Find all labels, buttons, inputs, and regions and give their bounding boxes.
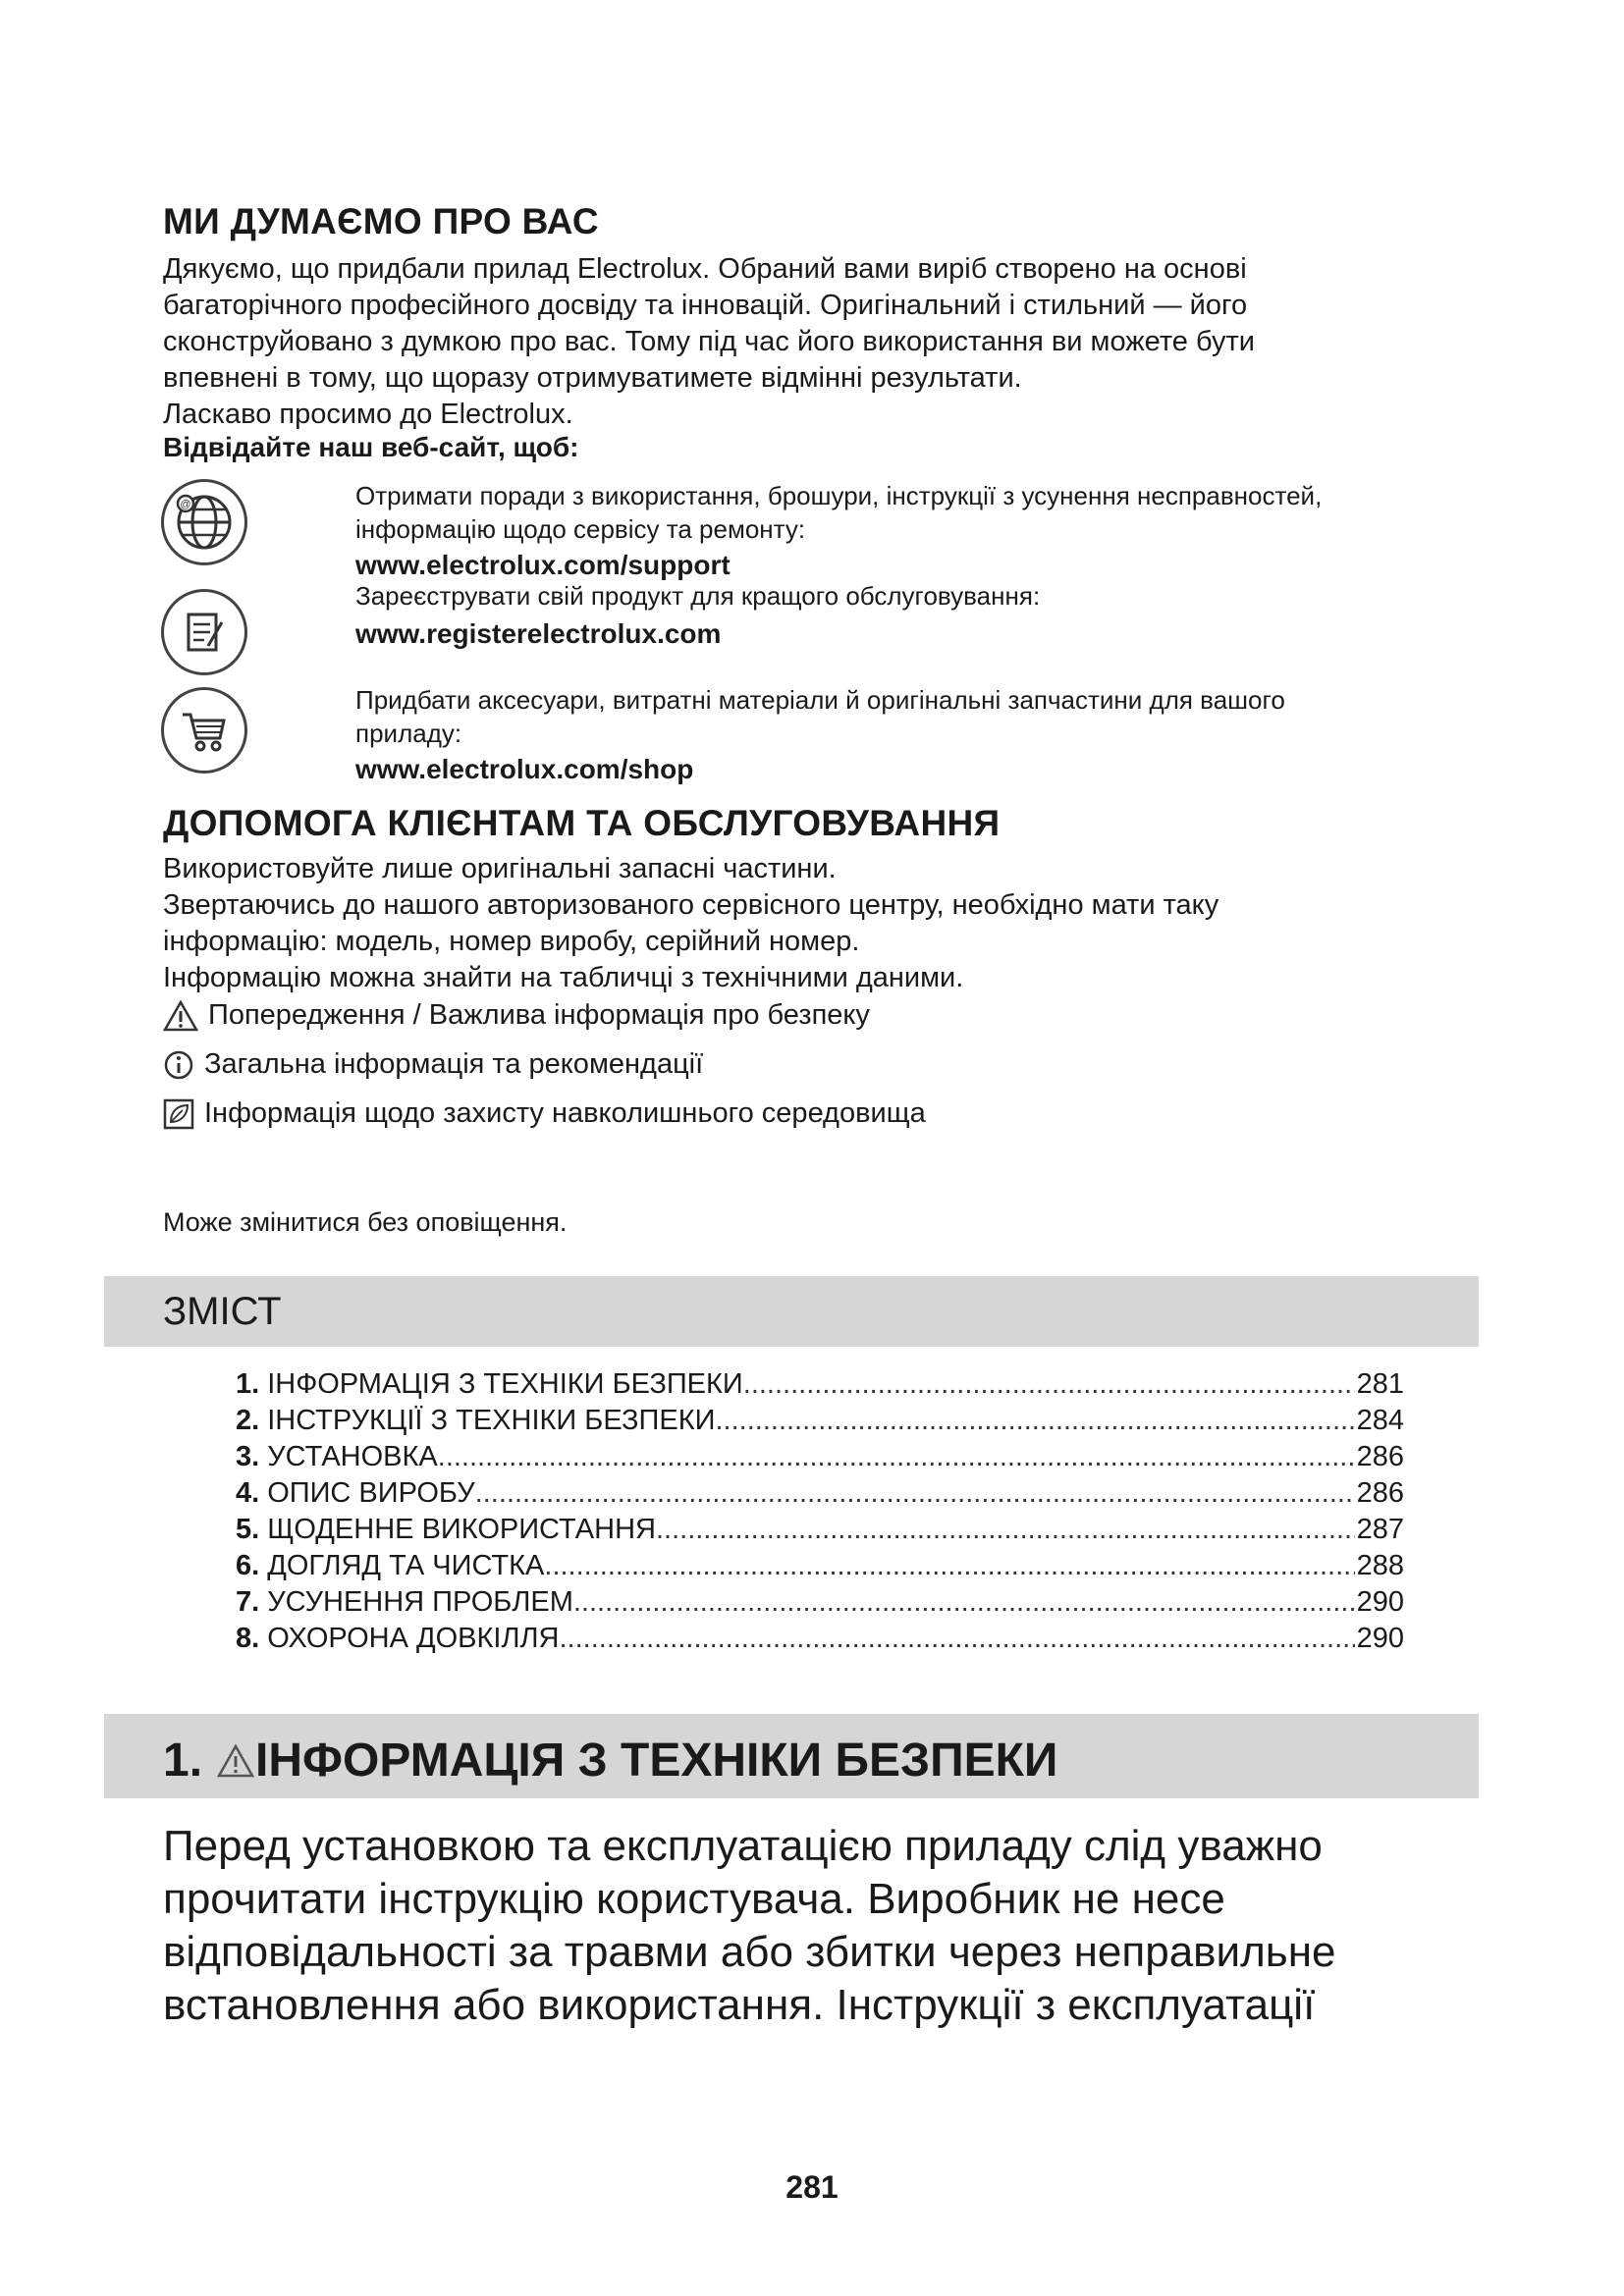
toc-item-page: 284 — [1356, 1405, 1404, 1436]
support-paragraph — [163, 851, 1479, 996]
toc-item-number: 3. — [236, 1441, 260, 1472]
section1-title-text: ІНФОРМАЦІЯ З ТЕХНІКИ БЕЗПЕКИ — [255, 1735, 1058, 1787]
toc-item-number: 8. — [236, 1623, 260, 1654]
section1-line: відповідальності за травми або збитки через неправильне — [163, 1928, 1336, 1976]
shop-text: приладу: — [355, 719, 462, 748]
toc-leader — [656, 1512, 1355, 1548]
toc-item-number: 7. — [236, 1586, 260, 1618]
cart-icon — [161, 687, 247, 774]
toc-item[interactable] — [236, 1403, 1404, 1439]
heading-support: ДОПОМОГА КЛІЄНТАМ ТА ОБСЛУГОВУВАННЯ — [163, 803, 1001, 843]
globe-icon — [161, 479, 247, 565]
section1-line: Перед установкою та експлуатацією приладу слід уважно — [163, 1822, 1323, 1870]
toc-item[interactable] — [236, 1621, 1404, 1657]
shop-link[interactable]: www.electrolux.com/shop — [355, 754, 694, 784]
toc-item-number: 1. — [236, 1368, 260, 1400]
toc-item-label: ОПИС ВИРОБУ — [267, 1477, 475, 1509]
toc-item-number: 5. — [236, 1514, 260, 1545]
register-link[interactable]: www.registerelectrolux.com — [355, 618, 722, 649]
register-text: Зареєструвати свій продукт для кращого обслуговування: — [355, 581, 1041, 611]
toc-leader — [544, 1548, 1354, 1584]
toc-item-page: 287 — [1356, 1514, 1404, 1545]
warning-icon — [216, 1743, 255, 1779]
toc-item-number: 4. — [236, 1477, 260, 1509]
legend-environment — [163, 1097, 926, 1130]
toc-item[interactable] — [236, 1584, 1404, 1621]
intro-line: сконструйовано з думкою про вас. Тому під час його використання ви можете бути — [163, 326, 1255, 357]
toc-leader — [559, 1621, 1354, 1657]
svg-text:@: @ — [180, 499, 191, 510]
section1-title — [163, 1734, 1057, 1788]
shop-item — [355, 683, 1285, 750]
toc-item-number: 2. — [236, 1405, 260, 1436]
support-line: інформацію: модель, номер виробу, серійний номер. — [163, 926, 860, 957]
toc-item-page: 290 — [1356, 1586, 1404, 1618]
toc-header-bar — [104, 1276, 1479, 1347]
section1-line: прочитати інструкцію користувача. Виробник не несе — [163, 1875, 1225, 1923]
legend-warning-text: Попередження / Важлива інформація про безпеку — [208, 999, 870, 1031]
toc-item-label: УСТАНОВКА — [267, 1441, 438, 1472]
support-line: Звертаючись до нашого авторизованого сервісного центру, необхідно мати таку — [163, 889, 1219, 921]
toc-leader — [743, 1366, 1355, 1403]
support-line: Використовуйте лише оригінальні запасні частини. — [163, 853, 837, 884]
warning-icon — [163, 1000, 198, 1032]
toc-item-label: ДОГЛЯД ТА ЧИСТКА — [267, 1550, 545, 1581]
support-item — [355, 479, 1322, 546]
toc-item-label: ІНФОРМАЦІЯ З ТЕХНІКИ БЕЗПЕКИ — [267, 1368, 743, 1400]
intro-line: багаторічного професійного досвіду та інновацій. Оригінальний і стильний — його — [163, 290, 1248, 321]
support-line: Інформацію можна знайти на табличці з технічними даними. — [163, 962, 964, 993]
section1-number: 1. — [163, 1735, 203, 1787]
toc-item[interactable] — [236, 1512, 1404, 1548]
toc-item[interactable] — [236, 1439, 1404, 1475]
toc-item-page: 288 — [1356, 1550, 1404, 1581]
intro-paragraph — [163, 251, 1479, 433]
intro-line: Дякуємо, що придбали прилад Electrolux. Обраний вами виріб створено на основі — [163, 253, 1247, 285]
toc-item-label: ОХОРОНА ДОВКІЛЛЯ — [267, 1623, 560, 1654]
toc-leader — [573, 1584, 1355, 1621]
toc-item-page: 286 — [1356, 1477, 1404, 1509]
section1-line: встановлення або використання. Інструкції з експлуатації — [163, 1981, 1316, 2029]
toc-item[interactable] — [236, 1366, 1404, 1403]
change-notice: Може змінитися без оповіщення. — [163, 1207, 568, 1237]
toc-item-page: 286 — [1356, 1441, 1404, 1472]
toc-item-page: 281 — [1356, 1368, 1404, 1400]
support-text: інформацію щодо сервісу та ремонту: — [355, 514, 806, 544]
toc-item-label: ІНСТРУКЦІЇ З ТЕХНІКИ БЕЗПЕКИ — [267, 1405, 716, 1436]
page-number: 281 — [785, 2169, 839, 2205]
intro-line: Ласкаво просимо до Electrolux. — [163, 399, 573, 430]
toc-item[interactable] — [236, 1475, 1404, 1512]
info-icon — [163, 1049, 194, 1081]
toc-item-number: 6. — [236, 1550, 260, 1581]
legend-info-text: Загальна інформація та рекомендації — [204, 1048, 704, 1080]
register-icon — [161, 589, 247, 675]
legend-info — [163, 1048, 703, 1081]
toc-item-label: ЩОДЕННЕ ВИКОРИСТАННЯ — [267, 1514, 656, 1545]
toc-item-label: УСУНЕННЯ ПРОБЛЕМ — [267, 1586, 573, 1618]
support-link[interactable]: www.electrolux.com/support — [355, 550, 731, 580]
toc-leader — [475, 1475, 1355, 1512]
legend-environment-text: Інформація щодо захисту навколишнього середовища — [204, 1097, 926, 1129]
visit-label: Відвідайте наш веб-сайт, щоб: — [163, 432, 579, 462]
section1-intro — [163, 1820, 1498, 2032]
toc-title: ЗМІСТ — [163, 1290, 282, 1333]
section1-header-bar — [104, 1714, 1479, 1798]
toc-leader — [715, 1403, 1354, 1439]
intro-line: впевнені в тому, що щоразу отримуватимете відмінні результати. — [163, 362, 1022, 394]
leaf-icon — [163, 1098, 194, 1130]
heading-we-think: МИ ДУМАЄМО ПРО ВАС — [163, 201, 599, 241]
support-text: Отримати поради з використання, брошури, інструкції з усунення несправностей, — [355, 481, 1323, 510]
legend-warning — [163, 999, 870, 1032]
shop-text: Придбати аксесуари, витратні матеріали й оригінальні запчастини для вашого — [355, 685, 1285, 715]
toc-leader — [438, 1439, 1355, 1475]
toc-item[interactable] — [236, 1548, 1404, 1584]
toc-item-page: 290 — [1356, 1623, 1404, 1654]
